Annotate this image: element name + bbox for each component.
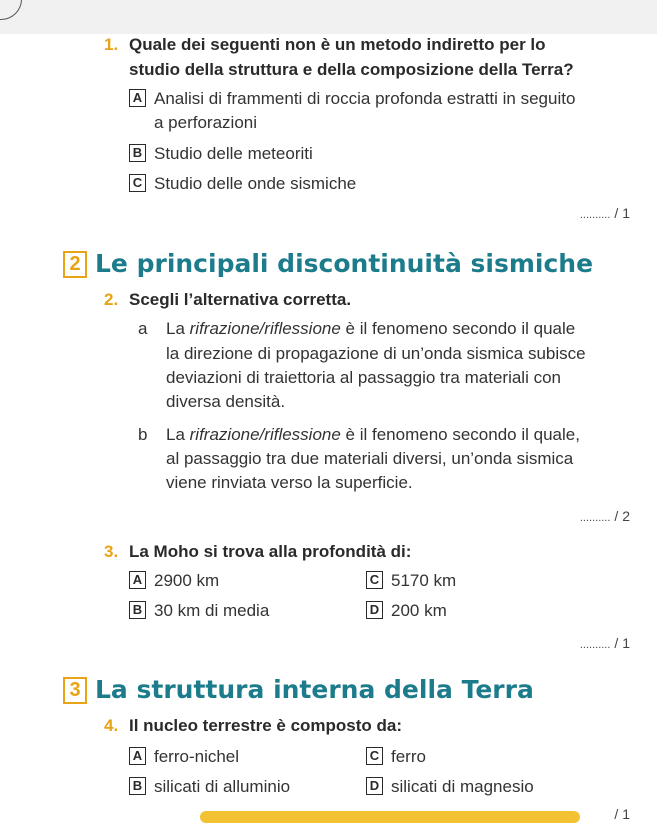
option-text: ferro-nichel [154,746,240,766]
q2-item-b-letter: b [138,425,148,444]
q1-option-a[interactable] [129,87,575,109]
score-max: / 2 [614,508,630,524]
section-2-title: Le principali discontinuità sismiche [95,249,594,278]
q2-item-b-line1: La rifrazione/riflessione è il fenomeno secondo il quale, [166,425,580,444]
section-2-number-box: 2 [63,251,87,278]
option-letter-badge: B [129,777,146,795]
q4-option-d[interactable] [366,775,534,797]
score-blank[interactable]: .......... [579,639,611,651]
option-text: silicati di alluminio [154,776,291,796]
question-1-text-line2: studio della struttura e della composizione della Terra? [129,60,574,79]
option-letter-badge: B [129,144,146,162]
q2-score [580,508,630,524]
option-text: Studio delle meteoriti [154,143,313,163]
option-letter-badge: A [129,89,146,107]
q1-option-b[interactable] [129,142,313,164]
q1-option-a-text-line2: a perforazioni [154,113,258,132]
question-1-number: 1. [104,35,119,54]
option-letter-badge: D [366,777,383,795]
score-max: / 1 [614,635,630,651]
q2-item-a-choice[interactable]: rifrazione/riflessione [189,319,341,338]
question-3-number: 3. [104,542,119,561]
question-3-text: La Moho si trova alla profondità di: [129,542,412,561]
q4-option-c[interactable] [366,745,426,767]
score-blank[interactable]: .......... [579,512,611,524]
q3-option-a[interactable] [129,569,219,591]
score-max: / 1 [614,205,630,221]
option-text: 5170 km [391,570,457,590]
q3-score [580,635,630,651]
question-1-text-line1: Quale dei seguenti non è un metodo indiretto per lo [129,35,546,54]
option-letter-badge: C [366,747,383,765]
q4-score-partial: / 1 [614,806,630,822]
question-2-text: Scegli l’alternativa corretta. [129,290,352,309]
option-text: 30 km di media [154,600,270,620]
option-letter-badge: A [129,747,146,765]
q1-score [580,205,630,221]
q1-option-c[interactable] [129,172,356,194]
option-text: Analisi di frammenti di roccia profonda estratti in seguito [154,88,576,108]
question-2-number: 2. [104,290,119,309]
option-letter-badge: D [366,601,383,619]
q4-option-a[interactable] [129,745,239,767]
q2-item-a-line1: La rifrazione/riflessione è il fenomeno secondo il quale [166,319,576,338]
q3-option-d[interactable] [366,599,447,621]
option-text: 200 km [391,600,447,620]
q2-item-b-line2: al passaggio tra due materiali diversi, un’onda sismica [166,449,574,468]
top-band [0,0,657,34]
q2-item-a-line4: diversa densità. [166,392,286,411]
option-text: 2900 km [154,570,220,590]
q2-item-a-line2: la direzione di propagazione di un’onda sismica subisce [166,344,586,363]
option-letter-badge: C [366,571,383,589]
q2-item-b-line3: viene rinviata verso la superficie. [166,473,413,492]
option-text: silicati di magnesio [391,776,534,796]
bottom-yellow-bar [200,811,580,823]
q2-item-a-line3: deviazioni di traiettoria al passaggio tra materiali con [166,368,561,387]
option-letter-badge: A [129,571,146,589]
option-letter-badge: B [129,601,146,619]
option-text: Studio delle onde sismiche [154,173,357,193]
q3-option-b[interactable] [129,599,269,621]
score-blank[interactable]: .......... [579,209,611,221]
section-3-title: La struttura interna della Terra [95,675,534,704]
q3-option-c[interactable] [366,569,456,591]
q4-option-b[interactable] [129,775,290,797]
question-4-number: 4. [104,716,119,735]
section-3-number-box: 3 [63,677,87,704]
option-letter-badge: C [129,174,146,192]
q2-item-b-choice[interactable]: rifrazione/riflessione [189,425,341,444]
q2-item-a-letter: a [138,319,148,338]
option-text: ferro [391,746,426,766]
question-4-text: Il nucleo terrestre è composto da: [129,716,403,735]
